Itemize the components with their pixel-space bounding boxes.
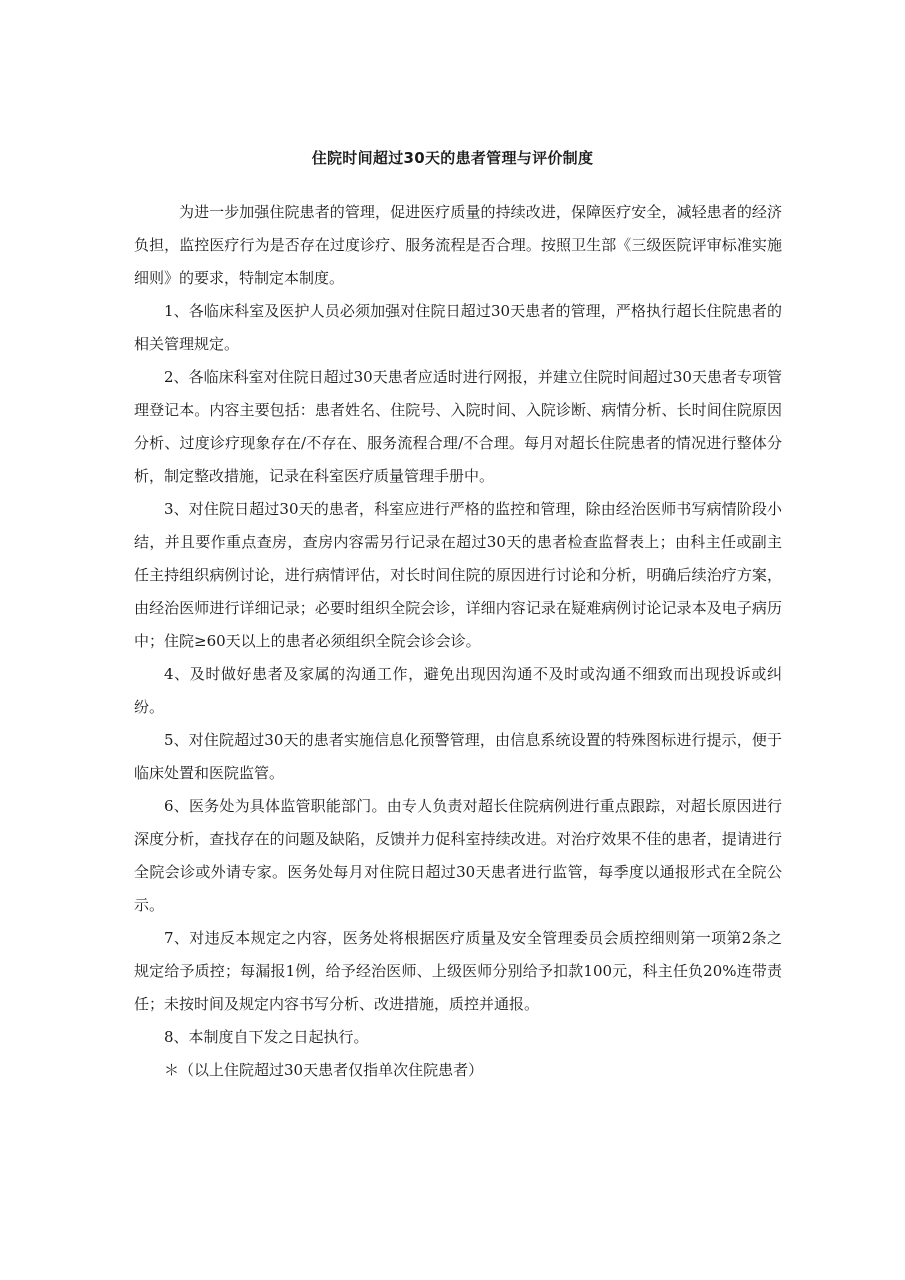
- rule-paragraph-8: 8、本制度自下发之日起执行。: [164, 1028, 369, 1046]
- intro-paragraph: 为进一步加强住院患者的管理，促进医疗质量的持续改进，保障医疗安全，减轻患者的经济负担，监控医疗行为是否存在过度诊疗、服务流程是否合理。按照卫生部《三级医院评审标准实施细则》的要求，特制定本制度。: [134, 203, 782, 287]
- footnote: ＊（以上住院超过30天患者仅指单次住院患者）: [164, 1061, 484, 1079]
- rule-paragraph-1: 1、各临床科室及医护人员必须加强对住院日超过30天患者的管理，严格执行超长住院患者的相关管理规定。: [134, 302, 782, 353]
- rule-paragraph-6: 6、医务处为具体监管职能部门。由专人负责对超长住院病例进行重点跟踪，对超长原因进行深度分析，查找存在的问题及缺陷，反馈并力促科室持续改进。对治疗效果不佳的患者，提请进行全院会诊或外请专家。医务处每月对住院日超过30天患者进行监管，每季度以通报形式在全院公示。: [134, 797, 782, 914]
- document-body: [134, 196, 782, 1087]
- rule-paragraph-2: 2、各临床科室对住院日超过30天患者应适时进行网报，并建立住院时间超过30天患者专项管理登记本。内容主要包括：患者姓名、住院号、入院时间、入院诊断、病情分析、长时间住院原因分析、过度诊疗现象存在/不存在、服务流程合理/不合理。每月对超长住院患者的情况进行整体分析，制定整改措施，记录在科室医疗质量管理手册中。: [134, 368, 782, 485]
- rule-paragraph-4: 4、及时做好患者及家属的沟通工作，避免出现因沟通不及时或沟通不细致而出现投诉或纠纷。: [134, 665, 782, 716]
- document-title: 住院时间超过30天的患者管理与评价制度: [311, 149, 594, 167]
- rule-paragraph-7: 7、对违反本规定之内容，医务处将根据医疗质量及安全管理委员会质控细则第一项第2条之规定给予质控；每漏报1例，给予经治医师、上级医师分别给予扣款100元，科主任负20%连带责任；未按时间及规定内容书写分析、改进措施，质控并通报。: [134, 929, 782, 1013]
- rule-paragraph-3: 3、对住院日超过30天的患者，科室应进行严格的监控和管理，除由经治医师书写病情阶段小结，并且要作重点查房，查房内容需另行记录在超过30天的患者检查监督表上；由科主任或副主任主持组织病例讨论，进行病情评估，对长时间住院的原因进行讨论和分析，明确后续治疗方案，由经治医师进行详细记录；必要时组织全院会诊，详细内容记录在疑难病例讨论记录本及电子病历中；住院≥60天以上的患者必须组织全院会诊会诊。: [134, 500, 782, 650]
- rule-paragraph-5: 5、对住院超过30天的患者实施信息化预警管理，由信息系统设置的特殊图标进行提示，便于临床处置和医院监管。: [134, 731, 782, 782]
